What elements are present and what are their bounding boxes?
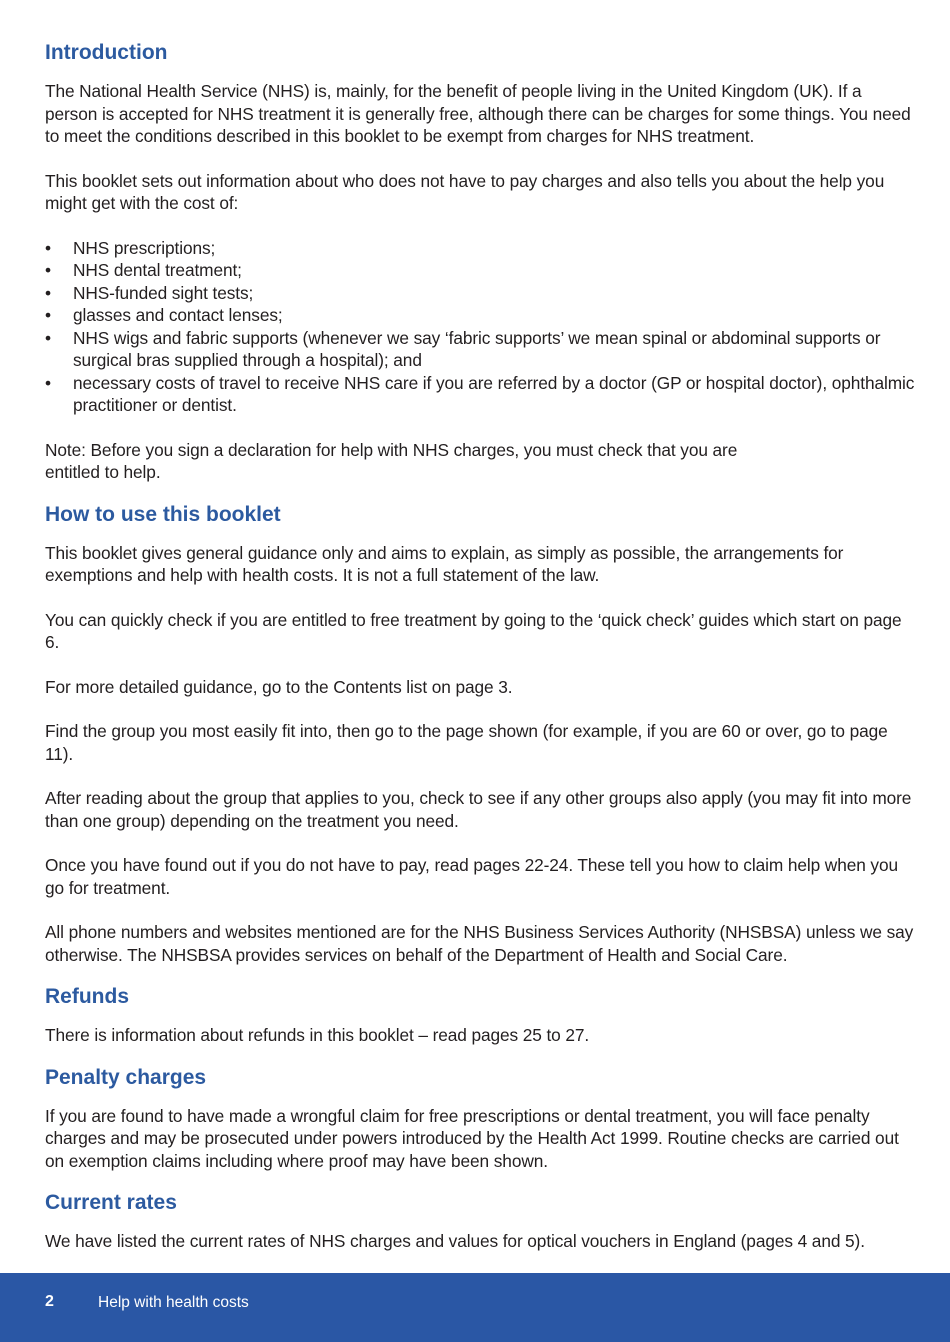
bullet-icon: • bbox=[45, 305, 51, 325]
introduction-heading: Introduction bbox=[45, 41, 168, 64]
list-item bbox=[45, 372, 915, 417]
bullet-icon: • bbox=[45, 282, 51, 303]
list-item-text: NHS dental treatment; bbox=[73, 260, 242, 280]
introduction-note: Note: Before you sign a declaration for help with NHS charges, you must check that you are entitled to help. bbox=[45, 439, 738, 482]
how-to-paragraph: All phone numbers and websites mentioned are for the NHS Business Services Authority (NHSBSA) unless we say otherwise. The NHSBSA provides services on behalf of the Department of Health and Social Care. bbox=[45, 922, 914, 965]
list-item-text: NHS wigs and fabric supports (whenever we say ‘fabric supports’ we mean spinal or abdominal supports or surgical bras supplied through a hospital); and bbox=[73, 327, 881, 370]
list-item-text: NHS prescriptions; bbox=[73, 237, 216, 258]
bullet-icon: • bbox=[45, 372, 51, 393]
how-to-paragraph: This booklet gives general guidance only and aims to explain, as simply as possible, the arrangements for exemptions and help with health costs. It is not a full statement of the law. bbox=[45, 542, 844, 585]
bullet-icon: • bbox=[45, 237, 51, 258]
current-rates-heading: Current rates bbox=[45, 1191, 177, 1214]
cost-help-list bbox=[45, 237, 915, 417]
bullet-icon: • bbox=[45, 327, 51, 348]
introduction-paragraph-2: This booklet sets out information about who does not have to pay charges and also tells you about the help you might get with the cost of: bbox=[45, 170, 885, 213]
current-rates-text: We have listed the current rates of NHS charges and values for optical vouchers in England (pages 4 and 5). bbox=[45, 1231, 865, 1251]
refunds-section bbox=[45, 982, 915, 1047]
how-to-paragraph: Find the group you most easily fit into, then go to the page shown (for example, if you are 60 or over, go to page 11). bbox=[45, 721, 888, 764]
list-item-text: necessary costs of travel to receive NHS care if you are referred by a doctor (GP or hospital doctor), ophthalmic practitioner or dentist. bbox=[73, 372, 915, 415]
penalty-charges-text: If you are found to have made a wrongful claim for free prescriptions or dental treatment, you will face penalty charges and may be prosecuted under powers introduced by the Health Act 1999. Routine checks are carried out on exemption claims including where proof may have been shown. bbox=[45, 1105, 899, 1171]
refunds-heading: Refunds bbox=[45, 985, 129, 1008]
list-item bbox=[45, 259, 915, 282]
introduction-section bbox=[45, 38, 915, 484]
penalty-charges-heading: Penalty charges bbox=[45, 1065, 207, 1089]
bullet-icon: • bbox=[45, 260, 51, 280]
how-to-paragraph: After reading about the group that applies to you, check to see if any other groups also apply (you may fit into more than one group) depending on the treatment you need. bbox=[45, 788, 912, 831]
refunds-text: There is information about refunds in this booklet – read pages 25 to 27. bbox=[45, 1025, 590, 1045]
penalty-charges-section bbox=[45, 1063, 915, 1173]
list-item-text: NHS-funded sight tests; bbox=[73, 282, 254, 303]
how-to-paragraph: For more detailed guidance, go to the Contents list on page 3. bbox=[45, 676, 513, 697]
list-item bbox=[45, 327, 915, 372]
how-to-use-section bbox=[45, 500, 915, 967]
how-to-use-heading: How to use this booklet bbox=[45, 502, 281, 526]
list-item bbox=[45, 304, 915, 327]
how-to-paragraph: Once you have found out if you do not have to pay, read pages 22-24. These tell you how to claim help when you go for treatment. bbox=[45, 855, 898, 898]
list-item-text: glasses and contact lenses; bbox=[73, 305, 283, 325]
footer-title: Help with health costs bbox=[98, 1294, 249, 1311]
how-to-paragraph: You can quickly check if you are entitled to free treatment by going to the ‘quick check’ guides which start on page 6. bbox=[45, 609, 902, 652]
list-item bbox=[45, 237, 915, 260]
page-number: 2 bbox=[45, 1293, 54, 1310]
introduction-paragraph-1: The National Health Service (NHS) is, mainly, for the benefit of people living in the United Kingdom (UK). If a person is accepted for NHS treatment it is generally free, although there can be charges for some things. You need to meet the conditions described in this booklet to be exempt from charges for NHS treatment. bbox=[45, 81, 911, 146]
page-footer bbox=[0, 1273, 950, 1342]
list-item bbox=[45, 282, 915, 305]
page-content bbox=[45, 38, 915, 1275]
current-rates-section bbox=[45, 1188, 915, 1253]
